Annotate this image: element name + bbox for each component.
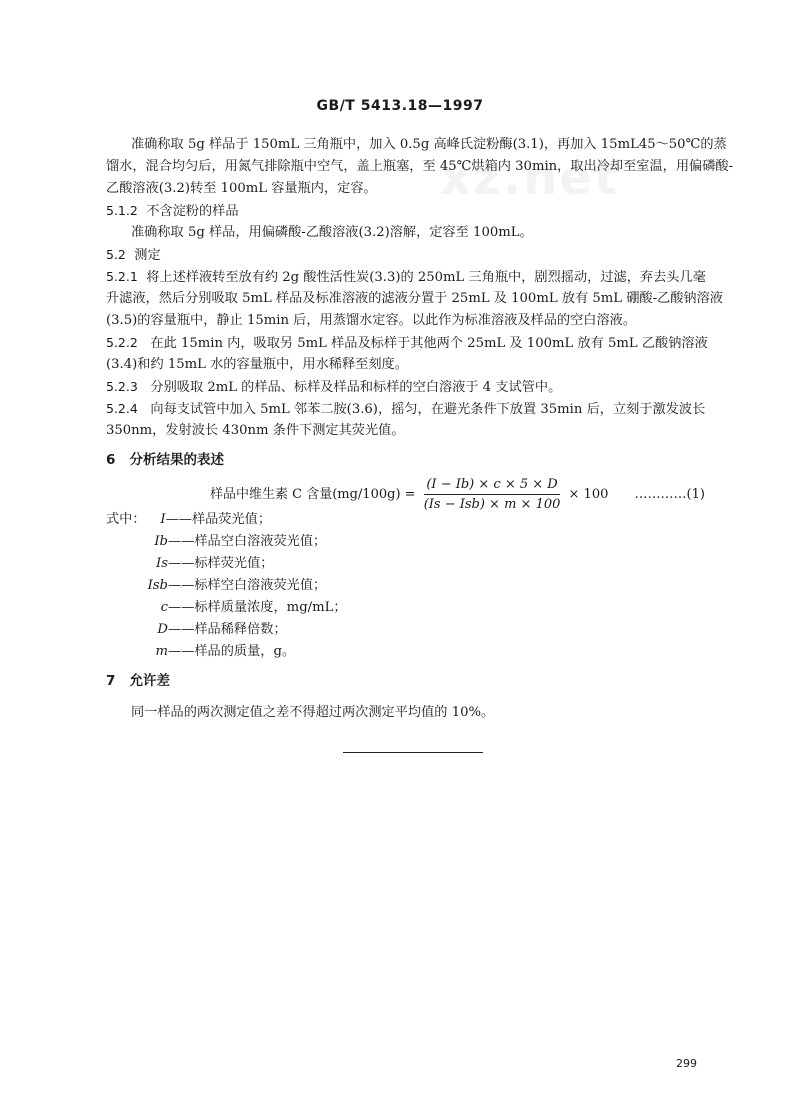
definition-text: ——样品的质量，g。 xyxy=(168,644,296,659)
paragraph-line: 升滤液，然后分别吸取 5mL 样品及标准溶液的滤液分置于 25mL 及 100mL 放有 5mL 硼酸-乙酸钠溶液 xyxy=(106,291,723,306)
formula-denominator: (Is − Isb) × m × 100 xyxy=(423,497,561,512)
section-5-2-3-line xyxy=(106,376,561,399)
page-number: 299 xyxy=(676,1057,697,1070)
section-number: 5.1.2 xyxy=(106,203,138,218)
paragraph-line: 350nm，发射波长 430nm 条件下测定其荧光值。 xyxy=(106,423,405,438)
formula-tail: × 100 xyxy=(568,487,609,502)
formula-label: …………(1) xyxy=(634,487,705,502)
paragraph-line: 馏水，混合均匀后，用氮气排除瓶中空气，盖上瓶塞，至 45℃烘箱内 30min，取出冷却至室温，用偏磷酸- xyxy=(106,159,734,174)
paragraph-line: 同一样品的两次测定值之差不得超过两次测定平均值的 10%。 xyxy=(131,705,495,720)
paragraph-line: 准确称取 5g 样品于 150mL 三角瓶中，加入 0.5g 高峰氏淀粉酶(3.1)，再加入 15mL45～50℃的蒸 xyxy=(131,137,727,152)
watermark: xz.net xyxy=(440,150,619,206)
section-number: 6 xyxy=(106,452,116,468)
definition-text: ——标样空白溶液荧光值； xyxy=(168,578,327,593)
section-title: 分析结果的表述 xyxy=(129,452,225,468)
definition-text: ——样品荧光值； xyxy=(165,512,272,527)
section-7-heading xyxy=(106,669,170,689)
section-title: 测定 xyxy=(134,248,161,263)
paragraph-line: (3.5)的容量瓶中，静止 15min 后，用蒸馏水定容。以此作为标准溶液及样品的空白溶液。 xyxy=(106,313,637,328)
definition-text: ——标样荧光值； xyxy=(168,556,274,571)
page-header: GB/T 5413.18—1997 xyxy=(316,98,484,114)
definition-row xyxy=(128,640,295,659)
formula-lhs: 样品中维生素 C 含量(mg/100g) = xyxy=(210,487,416,502)
definition-symbol: c xyxy=(160,600,168,615)
section-number: 5.2 xyxy=(106,247,126,262)
paragraph-line: 准确称取 5g 样品，用偏磷酸-乙酸溶液(3.2)溶解，定容至 100mL。 xyxy=(131,225,533,240)
section-number: 5.2.3 xyxy=(106,379,138,394)
definition-row xyxy=(128,530,326,549)
section-number: 5.2.1 xyxy=(106,269,138,284)
definition-row xyxy=(106,508,271,527)
definition-symbol: Ib xyxy=(154,534,168,549)
section-5-2-heading xyxy=(106,244,161,267)
definition-row xyxy=(128,552,274,571)
section-6-heading xyxy=(106,448,224,468)
section-number: 7 xyxy=(106,673,116,689)
section-title: 允许差 xyxy=(129,673,171,689)
paragraph-text: 在此 15min 内，吸取另 5mL 样品及标样于其他两个 25mL 及 100mL 放有 5mL 乙酸钠溶液 xyxy=(150,336,708,351)
paragraph-text: 将上述样液转至放有约 2g 酸性活性炭(3.3)的 250mL 三角瓶中，剧烈摇动，过滤，弃去头几毫 xyxy=(146,270,706,285)
definition-symbol: I xyxy=(160,512,166,527)
paragraph-text: 分别吸取 2mL 的样品、标样及样品和标样的空白溶液于 4 支试管中。 xyxy=(150,380,562,395)
definition-row xyxy=(128,596,347,615)
paragraph-text: 向每支试管中加入 5mL 邻苯二胺(3.6)，摇匀，在避光条件下放置 35min 后，立刻于激发波长 xyxy=(150,402,706,417)
definition-text: ——样品空白溶液荧光值； xyxy=(168,534,327,549)
formula xyxy=(210,477,705,511)
formula-numerator: (I − Ib) × c × 5 × D xyxy=(424,477,561,495)
section-5-1-2-heading xyxy=(106,200,239,223)
definition-prefix: 式中： xyxy=(106,512,146,527)
section-number: 5.2.4 xyxy=(106,401,138,416)
section-5-2-2-line xyxy=(106,332,708,355)
definition-row xyxy=(128,618,287,637)
end-rule xyxy=(343,752,483,753)
definition-symbol: m xyxy=(155,644,168,659)
paragraph-line: (3.4)和约 15mL 水的容量瓶中，用水稀释至刻度。 xyxy=(106,357,408,372)
definition-text: ——样品稀释倍数； xyxy=(168,622,287,637)
definition-row xyxy=(128,574,326,593)
section-title: 不含淀粉的样品 xyxy=(146,204,239,219)
formula-fraction xyxy=(424,477,561,512)
section-number: 5.2.2 xyxy=(106,335,138,350)
definition-symbol: Isb xyxy=(147,578,168,593)
definition-text: ——标样质量浓度，mg/mL； xyxy=(168,600,347,615)
definition-symbol: Is xyxy=(156,556,168,571)
paragraph-line: 乙酸溶液(3.2)转至 100mL 容量瓶内，定容。 xyxy=(106,181,377,196)
section-5-2-1-line xyxy=(106,266,706,289)
section-5-2-4-line xyxy=(106,398,705,421)
definition-symbol: D xyxy=(157,622,168,637)
